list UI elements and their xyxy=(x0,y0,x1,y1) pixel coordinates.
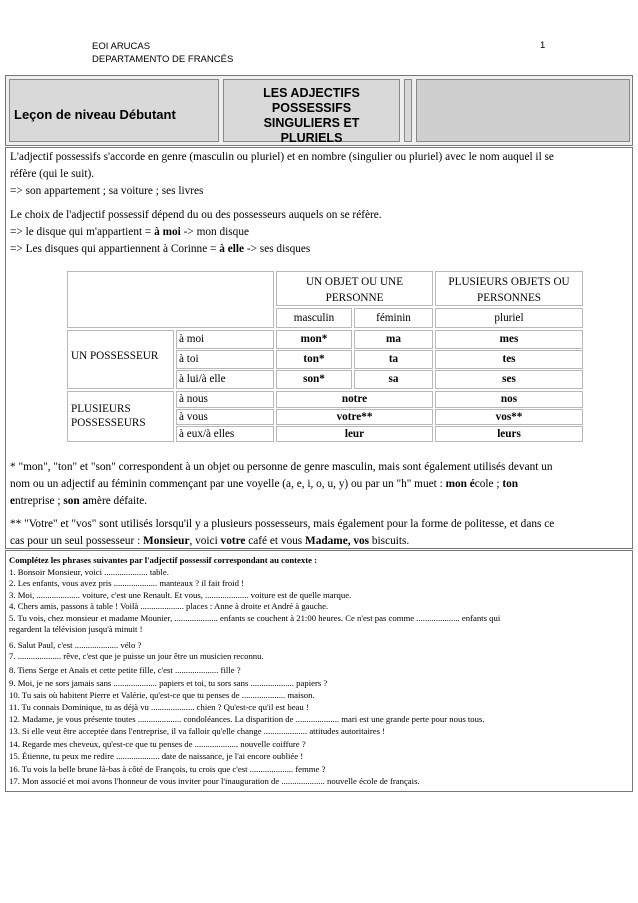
text-line: entreprise ; son amère défaite. xyxy=(10,495,148,507)
text-line: réfère (qui le suit). xyxy=(10,168,95,180)
exercise-line: 15. Étienne, tu peux me redire .................... date de naissance, je l'ai encore oubliée ! xyxy=(9,751,304,761)
exercise-line: 7. .................... rêve, c'est que je puisse un jour être un musicien reconnu. xyxy=(9,651,264,661)
document-header xyxy=(92,40,233,66)
department-name: DEPARTAMENTO DE FRANCÉS xyxy=(92,54,234,65)
empty-cell xyxy=(416,79,630,142)
person-cell: à toi xyxy=(176,350,274,369)
note-1 xyxy=(10,459,630,510)
possessive-cell: ta xyxy=(354,350,433,369)
exercise-line: 4. Chers amis, passons à table ! Voilà .................... places : Anne à droite et André à gauche. xyxy=(9,601,329,611)
possessive-cell: ton* xyxy=(276,350,352,369)
exercise-line: 5. Tu vois, chez monsieur et madame Mounier, .................... enfants se couchent à 21:00 heures. Ce n'est pas comme .................... enfants qui xyxy=(9,612,501,623)
possessive-cell: sa xyxy=(354,370,433,389)
exercise-line: 14. Regarde mes cheveux, qu'est-ce que tu penses de .................... nouvelle coiffure ? xyxy=(9,739,306,749)
title-line: POSSESSIFS xyxy=(271,101,352,115)
header-feminin: féminin xyxy=(354,308,433,328)
text-line: * "mon", "ton" et "son" correspondent à un objet ou personne de genre masculin, mais sont également utilisés devant un xyxy=(10,461,553,473)
page-number: 1 xyxy=(540,40,546,51)
exercise-line: 13. Si elle veut être acceptée dans l'entreprise, il va falloir qu'elle change .................... attitudes autoritaires ! xyxy=(9,726,386,736)
possessive-cell: notre xyxy=(276,391,433,408)
text-line: => le disque qui m'appartient = à moi -> mon disque xyxy=(10,226,249,238)
possessive-cell: vos** xyxy=(435,409,583,425)
exercise-line: 16. Tu vois la belle brune là-bas à côté de François, tu crois que c'est .................... femme ? xyxy=(9,764,326,774)
title-line: LES ADJECTIFS xyxy=(263,86,360,100)
person-cell: à vous xyxy=(176,409,274,425)
text-line: nom ou un adjectif au féminin commençant par une voyelle (a, e, i, o, u, y) ou par un "h" muet : mon école ; ton xyxy=(10,478,519,490)
group-many-possessors: PLUSIEURS POSSESSEURS xyxy=(67,391,174,442)
exercise-line: 12. Madame, je vous présente toutes .................... condoléances. La disparition de .................... mari est une grande perte pour nous tous. xyxy=(9,714,485,724)
lesson-title xyxy=(224,86,399,146)
exercise-line: 3. Moi, .................... voiture, c'est une Renault. Et vous, .................... voiture est de quelle marque. xyxy=(9,589,352,600)
exercise-line: 1. Bonsoir Monsieur, voici .................... table. xyxy=(9,566,169,577)
spacer-cell xyxy=(404,79,412,142)
table-corner-cell xyxy=(67,271,274,328)
text-line: => Les disques qui appartiennent à Corinne = à elle -> ses disques xyxy=(10,243,311,255)
possessive-table xyxy=(67,271,583,442)
possessive-cell: nos xyxy=(435,391,583,408)
possessive-cell: leurs xyxy=(435,426,583,442)
text-line: => son appartement ; sa voiture ; ses livres xyxy=(10,185,204,197)
person-cell: à nous xyxy=(176,391,274,408)
exercise-line: 11. Tu connais Dominique, tu as déjà vu .................... chien ? Qu'est-ce qu'il est beau ! xyxy=(9,702,309,712)
header-one-object: UN OBJET OU UNE PERSONNE xyxy=(276,271,433,306)
intro-paragraph-2 xyxy=(10,207,630,258)
exercise-line: 10. Tu sais où habitent Pierre et Valérie, qu'est-ce que tu penses de .................... maison. xyxy=(9,690,315,700)
possessive-cell: mes xyxy=(435,330,583,349)
group-one-possessor: UN POSSESSEUR xyxy=(67,330,174,389)
school-name: EOI ARUCAS xyxy=(92,41,151,52)
possessive-cell: mon* xyxy=(276,330,352,349)
text-line: ** "Votre" et "vos" sont utilisés lorsqu'il y a plusieurs possesseurs, mais également pour la forme de politesse, et dans ce xyxy=(10,518,555,530)
exercise-line: 17. Mon associé et moi avons l'honneur de vous inviter pour l'inauguration de .................... nouvelle école de français. xyxy=(9,776,420,786)
exercise-box xyxy=(5,550,633,792)
exercise-line: 6. Salut Paul, c'est .................... vélo ? xyxy=(9,639,142,650)
level-label: Leçon de niveau Débutant xyxy=(14,107,176,122)
exercise-instruction: Complétez les phrases suivantes par l'adjectif possessif correspondant au contexte : xyxy=(9,555,318,565)
level-cell xyxy=(9,79,219,142)
text-line: Le choix de l'adjectif possessif dépend du ou des possesseurs auquels on se réfère. xyxy=(10,209,382,221)
title-line: SINGULIERS ET xyxy=(263,116,360,130)
exercise-line: 8. Tiens Serge et Anaïs et cette petite fille, c'est .................... fille ? xyxy=(9,665,241,675)
person-cell: à moi xyxy=(176,330,274,349)
exercise-line: 9. Moi, je ne sors jamais sans .................... papiers et toi, tu sors sans .................... papiers ? xyxy=(9,678,328,688)
possessive-cell: votre** xyxy=(276,409,433,425)
text-line: cas pour un seul possesseur : Monsieur, voici votre café et vous Madame, vos biscuits. xyxy=(10,535,410,547)
header-masculin: masculin xyxy=(276,308,352,328)
title-band xyxy=(5,75,633,146)
person-cell: à lui/à elle xyxy=(176,370,274,389)
lesson-title-cell xyxy=(223,79,400,145)
note-2 xyxy=(10,516,630,550)
exercise-line: 2. Les enfants, vous avez pris .................... manteaux ? il fait froid ! xyxy=(9,578,244,588)
header-many-objects: PLUSIEURS OBJETS OU PERSONNES xyxy=(435,271,583,306)
possessive-cell: son* xyxy=(276,370,352,389)
title-line: PLURIELS xyxy=(280,131,343,145)
header-pluriel: pluriel xyxy=(435,308,583,328)
text-line: L'adjectif possessifs s'accorde en genre (masculin ou pluriel) et en nombre (singulier ou pluriel) avec le nom auquel il se xyxy=(10,151,554,163)
possessive-cell: tes xyxy=(435,350,583,369)
person-cell: à eux/à elles xyxy=(176,426,274,442)
exercise-line: regardent la télévision jusqu'à minuit ! xyxy=(9,624,143,634)
possessive-cell: ma xyxy=(354,330,433,349)
lesson-body xyxy=(5,147,633,549)
possessive-cell: leur xyxy=(276,426,433,442)
possessive-cell: ses xyxy=(435,370,583,389)
intro-paragraph-1 xyxy=(10,149,630,200)
